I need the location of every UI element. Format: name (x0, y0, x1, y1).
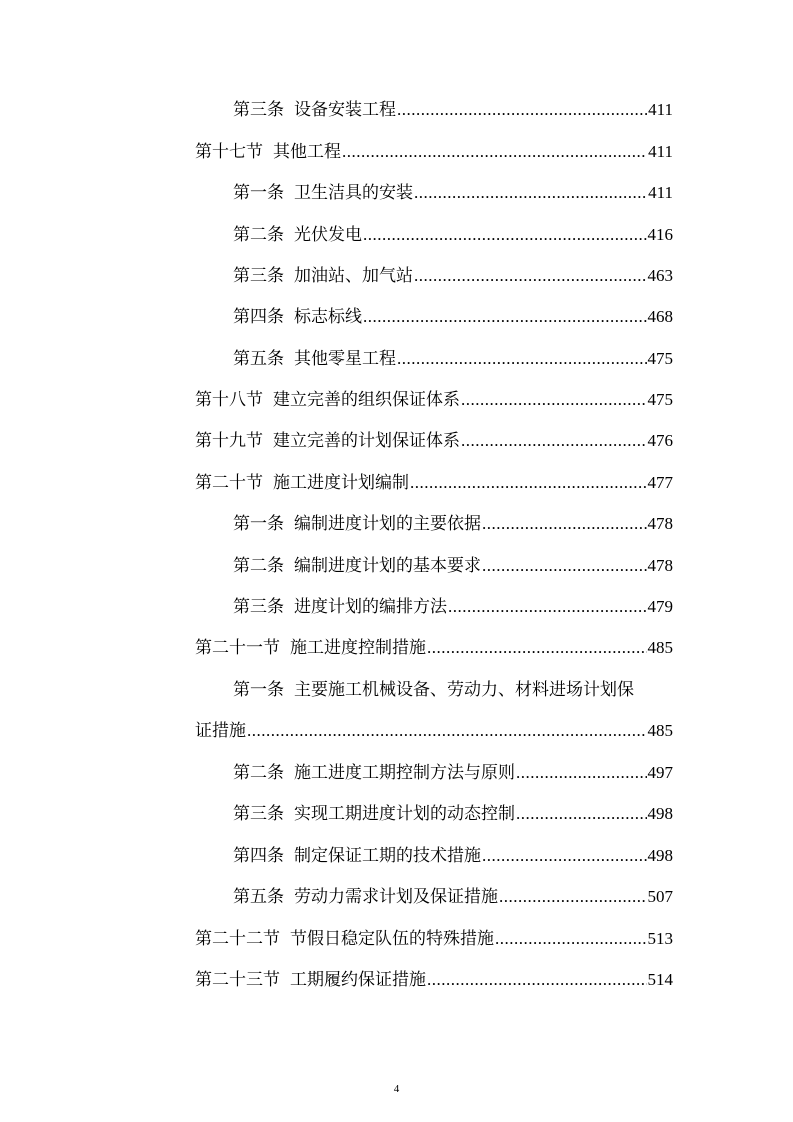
toc-entry[interactable] (233, 596, 673, 618)
toc-entry[interactable] (195, 928, 673, 950)
toc-entry-page: 468 (647, 307, 673, 326)
toc-entry-page: 497 (647, 763, 673, 782)
toc-entry-label: 第五条 (233, 887, 284, 907)
toc-dot-leader (461, 389, 647, 411)
toc-dot-leader (410, 472, 647, 494)
toc-entry-label: 第二条 (233, 225, 284, 245)
toc-entry-label: 第二条 (233, 556, 284, 576)
toc-dot-leader (448, 596, 647, 618)
toc-dot-leader (342, 141, 647, 163)
toc-entry[interactable] (233, 224, 673, 246)
toc-entry-label: 第三条 (233, 597, 284, 617)
toc-entry[interactable] (195, 141, 673, 163)
toc-entry[interactable] (195, 472, 673, 494)
toc-entry[interactable] (195, 389, 673, 411)
toc-dot-leader (363, 306, 647, 328)
toc-dot-leader (363, 224, 647, 246)
toc-entry-title: 制定保证工期的技术措施 (294, 846, 481, 866)
toc-dot-leader (516, 803, 647, 825)
toc-entry-label: 第十八节 (195, 390, 263, 410)
toc-entry-page: 513 (647, 929, 673, 948)
toc-entry-title: 劳动力需求计划及保证措施 (294, 887, 498, 907)
toc-dot-leader (427, 637, 647, 659)
toc-entry-title: 施工进度控制措施 (290, 638, 426, 658)
toc-dot-leader (516, 762, 647, 784)
toc-entry[interactable] (233, 845, 673, 867)
toc-dot-leader (495, 928, 647, 950)
toc-entry-page: 507 (647, 887, 673, 906)
toc-entry-page: 411 (648, 100, 673, 119)
toc-entry-page: 476 (647, 431, 673, 450)
toc-entry[interactable] (195, 637, 673, 659)
toc-dot-leader (482, 513, 647, 535)
toc-entry-title: 其他零星工程 (294, 349, 396, 369)
toc-entry-page: 475 (647, 390, 673, 409)
toc-entry-title: 建立完善的组织保证体系 (273, 390, 460, 410)
toc-entry-label: 第二十节 (195, 473, 263, 493)
toc-entry-label: 第一条 (233, 680, 284, 700)
toc-dot-leader (499, 886, 647, 908)
toc-entry-title: 主要施工机械设备、劳动力、材料进场计划保 (294, 680, 634, 700)
toc-entry-label: 第四条 (233, 307, 284, 327)
toc-entry[interactable] (233, 513, 673, 535)
toc-entry-page: 411 (648, 183, 673, 202)
toc-entry-wrapped-first-line[interactable] (233, 679, 634, 701)
toc-entry-title: 其他工程 (273, 142, 341, 162)
toc-entry-label: 第二十二节 (195, 929, 280, 949)
toc-entry-page: 498 (647, 804, 673, 823)
toc-entry-title: 工期履约保证措施 (290, 970, 426, 990)
toc-entry-title-continuation: 证措施 (195, 721, 246, 741)
toc-entry-wrapped-second-line[interactable] (195, 720, 673, 742)
toc-entry-label: 第二十三节 (195, 970, 280, 990)
toc-entry-label: 第十九节 (195, 431, 263, 451)
toc-entry[interactable] (195, 969, 673, 991)
toc-entry-title: 标志标线 (294, 307, 362, 327)
toc-entry-page: 485 (647, 638, 673, 657)
toc-entry[interactable] (233, 306, 673, 328)
toc-entry-page: 514 (647, 970, 673, 989)
toc-entry[interactable] (233, 803, 673, 825)
toc-entry-label: 第二条 (233, 763, 284, 783)
toc-entry-title: 光伏发电 (294, 225, 362, 245)
toc-entry-page: 463 (647, 266, 673, 285)
toc-entry-page: 477 (647, 473, 673, 492)
toc-entry-title: 编制进度计划的主要依据 (294, 514, 481, 534)
toc-dot-leader (414, 265, 647, 287)
toc-entry[interactable] (233, 555, 673, 577)
toc-entry[interactable] (195, 430, 673, 452)
toc-entry[interactable] (233, 265, 673, 287)
toc-entry[interactable] (233, 348, 673, 370)
toc-entry-title: 建立完善的计划保证体系 (273, 431, 460, 451)
toc-entry-label: 第二十一节 (195, 638, 280, 658)
toc-entry-label: 第三条 (233, 266, 284, 286)
toc-entry-page: 478 (647, 514, 673, 533)
toc-dot-leader (414, 182, 647, 204)
toc-entry-label: 第三条 (233, 100, 284, 120)
toc-entry-label: 第一条 (233, 514, 284, 534)
toc-dot-leader (397, 348, 647, 370)
toc-dot-leader (427, 969, 647, 991)
toc-entry-title: 加油站、加气站 (294, 266, 413, 286)
toc-entry[interactable] (233, 886, 673, 908)
toc-entry-label: 第五条 (233, 349, 284, 369)
toc-dot-leader (247, 720, 647, 742)
toc-entry-page: 416 (647, 225, 673, 244)
toc-entry-label: 第一条 (233, 183, 284, 203)
toc-entry-title: 编制进度计划的基本要求 (294, 556, 481, 576)
toc-entry-page: 479 (647, 597, 673, 616)
toc-entry-title: 卫生洁具的安装 (294, 183, 413, 203)
toc-entry[interactable] (233, 182, 673, 204)
toc-entry-page: 485 (647, 721, 673, 740)
toc-entry-title: 实现工期进度计划的动态控制 (294, 804, 515, 824)
toc-dot-leader (397, 99, 647, 121)
toc-entry[interactable] (233, 762, 673, 784)
page-number: 4 (393, 1083, 400, 1095)
toc-entry-page: 475 (647, 349, 673, 368)
toc-entry-label: 第四条 (233, 846, 284, 866)
toc-dot-leader (461, 430, 647, 452)
toc-dot-leader (482, 845, 647, 867)
toc-entry-title: 进度计划的编排方法 (294, 597, 447, 617)
toc-entry-label: 第十七节 (195, 142, 263, 162)
toc-entry-title: 施工进度工期控制方法与原则 (294, 763, 515, 783)
toc-entry-page: 498 (647, 846, 673, 865)
toc-entry[interactable] (233, 99, 673, 121)
toc-entry-title: 施工进度计划编制 (273, 473, 409, 493)
toc-entry-label: 第三条 (233, 804, 284, 824)
toc-dot-leader (482, 555, 647, 577)
toc-entry-title: 节假日稳定队伍的特殊措施 (290, 929, 494, 949)
toc-entry-page: 478 (647, 556, 673, 575)
toc-entry-page: 411 (648, 142, 673, 161)
toc-entry-title: 设备安装工程 (294, 100, 396, 120)
